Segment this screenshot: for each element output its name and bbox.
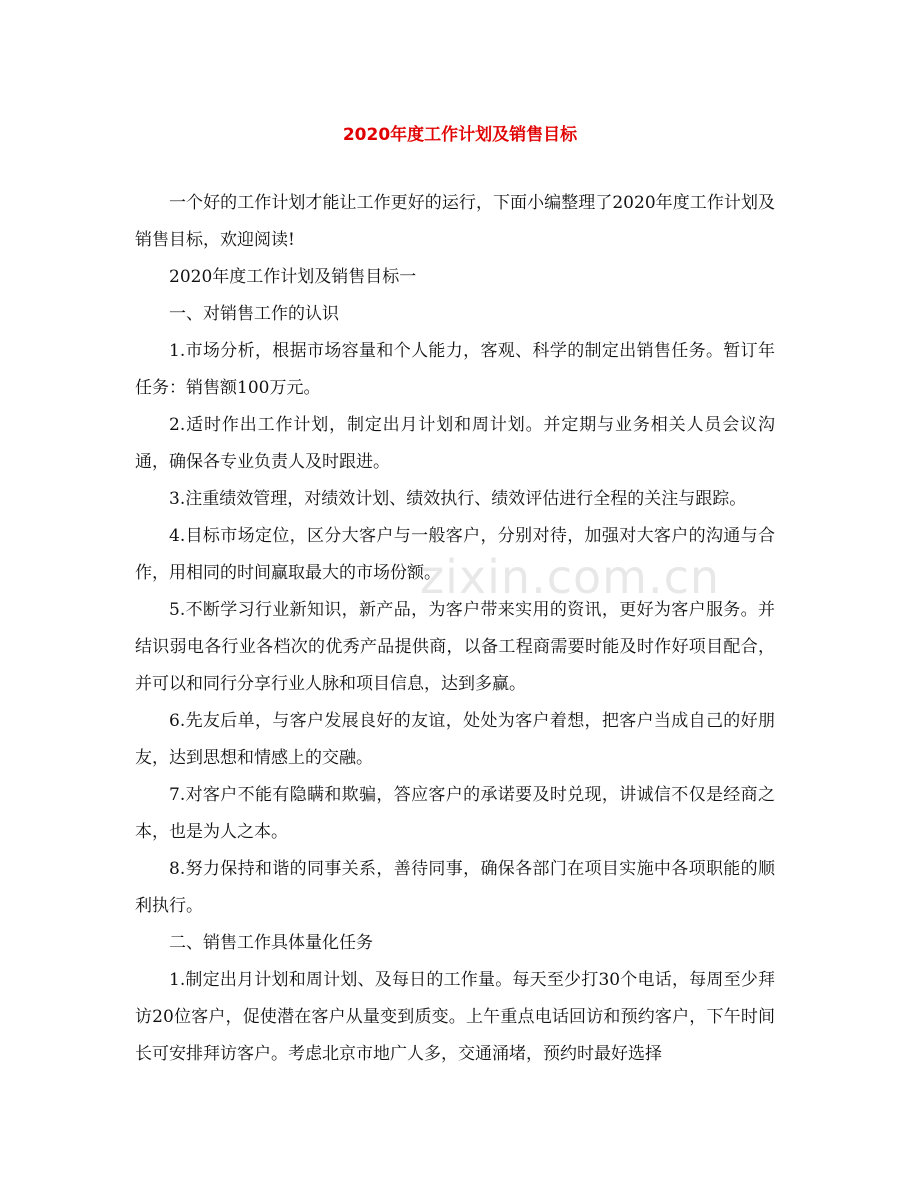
paragraph-item-5: 5.不断学习行业新知识，新产品，为客户带来实用的资讯，更好为客户服务。并结识弱电各行业各档次的优秀产品提供商，以备工程商需要时能及时作好项目配合，并可以和同行分享行业人脉和项目信息，达到多赢。 xyxy=(135,600,775,694)
document-body xyxy=(135,185,775,1073)
paragraph-item-9: 1.制定出月计划和周计划、及每日的工作量。每天至少打30个电话，每周至少拜访20位客户，促使潜在客户从量变到质变。上午重点电话回访和预约客户，下午时间长可安排拜访客户。考虑北京市地广人多，交通涌堵，预约时最好选择 xyxy=(135,970,775,1064)
watermark: zixin.com.cn xyxy=(420,550,721,604)
paragraph-item-6: 6.先友后单，与客户发展良好的友谊，处处为客户着想，把客户当成自己的好朋友，达到思想和情感上的交融。 xyxy=(135,711,775,768)
paragraph-item-1: 1.市场分析，根据市场容量和个人能力，客观、科学的制定出销售任务。暂订年任务：销售额100万元。 xyxy=(135,341,775,398)
paragraph-section-heading: 2020年度工作计划及销售目标一 xyxy=(169,267,417,287)
paragraph-item-4: 4.目标市场定位，区分大客户与一般客户，分别对待，加强对大客户的沟通与合作，用相同的时间赢取最大的市场份额。 xyxy=(135,526,775,583)
paragraph-item-8: 8.努力保持和谐的同事关系，善待同事，确保各部门在项目实施中各项职能的顺利执行。 xyxy=(135,859,775,916)
paragraph-intro: 一个好的工作计划才能让工作更好的运行，下面小编整理了2020年度工作计划及销售目标，欢迎阅读! xyxy=(135,193,775,250)
document-title: 2020年度工作计划及销售目标 xyxy=(342,125,578,145)
paragraph-heading-2: 二、销售工作具体量化任务 xyxy=(169,933,373,953)
paragraph-item-3: 3.注重绩效管理，对绩效计划、绩效执行、绩效评估进行全程的关注与跟踪。 xyxy=(169,489,747,509)
paragraph-heading-1: 一、对销售工作的认识 xyxy=(169,304,339,324)
paragraph-item-2: 2.适时作出工作计划，制定出月计划和周计划。并定期与业务相关人员会议沟通，确保各专业负责人及时跟进。 xyxy=(135,415,775,472)
paragraph-item-7: 7.对客户不能有隐瞒和欺骗，答应客户的承诺要及时兑现，讲诚信不仅是经商之本，也是为人之本。 xyxy=(135,785,775,842)
